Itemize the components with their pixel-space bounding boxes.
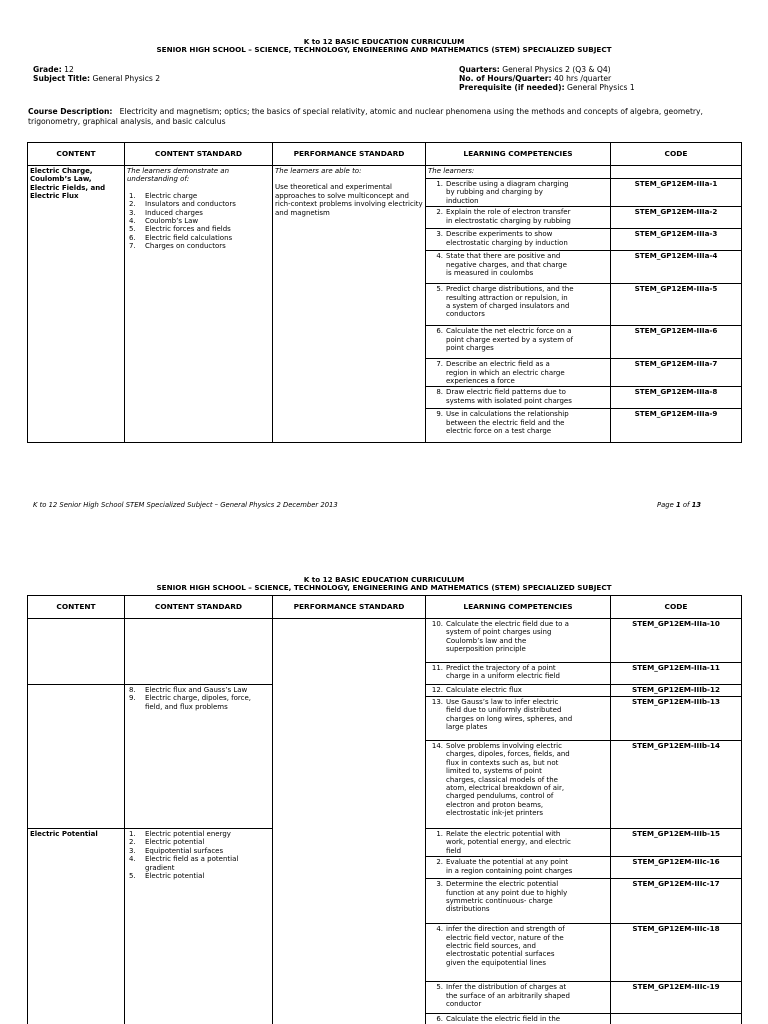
prerequisite-line: Prerequisite (if needed): General Physics 1 <box>459 83 635 92</box>
table-header-row <box>28 596 742 619</box>
content-standard-item <box>127 192 270 200</box>
performance-intro: The learners are able to: <box>275 167 362 175</box>
competency-cell <box>426 685 611 697</box>
code-cell <box>611 1014 742 1024</box>
competency-number: 11. <box>431 664 443 672</box>
curriculum-title-p2: K to 12 BASIC EDUCATION CURRICULUM <box>303 575 465 584</box>
item-text: Electric potential <box>145 872 205 881</box>
content-standard-list <box>127 192 270 251</box>
competency-number: 13. <box>431 698 443 706</box>
col-content-standard: CONTENT STANDARD <box>125 143 273 166</box>
competency-text: infer the direction and strength of electric field vector, nature of the electric field sources, and electrostatic potential surfaces given the equipotential lines <box>446 925 565 967</box>
content-standard-item <box>127 830 270 838</box>
content-cell: Electric Charge, Coulomb’s Law, Electric Fields, and Electric Flux <box>28 166 125 443</box>
competency-cell <box>426 829 611 857</box>
competency-cell <box>426 284 611 326</box>
content-standard-item <box>127 855 270 872</box>
competency-cell <box>426 982 611 1014</box>
code-cell: STEM_GP12EM-IIIc-16 <box>611 857 742 879</box>
code-cell: STEM_GP12EM-IIIa-8 <box>611 387 742 409</box>
code-cell: STEM_GP12EM-IIIa-11 <box>611 663 742 685</box>
item-number: 9. <box>129 694 136 703</box>
performance-text: Use theoretical and experimental approaches to solve multiconcept and rich-context problems involving electricity and magnetism <box>275 183 423 217</box>
performance-standard-cell <box>273 166 426 443</box>
content-cell-empty <box>28 619 125 685</box>
content-standard-item <box>127 234 270 242</box>
competency-number: 8. <box>436 388 443 397</box>
competency-cell <box>426 619 611 663</box>
col-learning-competencies: LEARNING COMPETENCIES <box>426 596 611 619</box>
curriculum-subtitle: SENIOR HIGH SCHOOL – SCIENCE, TECHNOLOGY, ENGINEERING AND MATHEMATICS (STEM) SPECIALIZED SUBJECT <box>156 45 612 54</box>
footer-text: K to 12 Senior High School STEM Specialized Subject – General Physics 2 December 2013 <box>33 501 338 509</box>
content-cell-empty <box>28 685 125 829</box>
competency-number: 10. <box>431 620 443 628</box>
content-standard-item <box>127 209 270 217</box>
content-standard-item <box>127 838 270 846</box>
competency-number: 14. <box>431 742 443 750</box>
col-code: CODE <box>611 596 742 619</box>
competency-text: Use Gauss’s law to infer electric field due to uniformly distributed charges on long wires, spheres, and large plates <box>446 698 573 732</box>
content-standard-cell <box>125 685 273 829</box>
competency-cell <box>426 663 611 685</box>
competency-number: 7. <box>436 360 443 369</box>
competency-number: 4. <box>436 925 443 934</box>
competency-cell <box>426 697 611 741</box>
competency-number: 5. <box>436 285 443 294</box>
item-text: Induced charges <box>145 208 203 217</box>
competency-number: 9. <box>436 410 443 419</box>
code-cell: STEM_GP12EM-IIIc-18 <box>611 924 742 982</box>
item-number: 7. <box>129 242 136 251</box>
item-number: 6. <box>129 233 136 242</box>
competency-number: 6. <box>436 1015 443 1024</box>
code-cell: STEM_GP12EM-IIIa-6 <box>611 326 742 359</box>
code-cell: STEM_GP12EM-IIIc-17 <box>611 879 742 924</box>
code-cell: STEM_GP12EM-IIIa-10 <box>611 619 742 663</box>
competency-text: Calculate the electric field due to a system of point charges using Coulomb’s law and the superposition principle <box>446 620 569 654</box>
learners-intro-cell: The learners: <box>426 166 611 179</box>
code-cell: STEM_GP12EM-IIIb-12 <box>611 685 742 697</box>
performance-standard-cell-empty <box>273 619 426 1024</box>
course-description: Course Description: Electricity and magnetism; optics; the basics of special relativity, atomic and nuclear phenomena using the methods and concepts of algebra, geometry, trigonometry, graphical analysis, and basic calculus <box>28 107 703 126</box>
code-cell: STEM_GP12EM-IIIa-5 <box>611 284 742 326</box>
item-number: 1. <box>129 830 136 838</box>
content-standard-item <box>127 686 270 694</box>
code-cell: STEM_GP12EM-IIIc-19 <box>611 982 742 1014</box>
item-number: 4. <box>129 855 136 864</box>
competency-text: Describe an electric field as a region in which an electric charge experiences a force <box>446 360 565 386</box>
content-standard-item <box>127 242 270 250</box>
competency-number: 3. <box>436 230 443 239</box>
competency-cell <box>426 229 611 251</box>
competency-text: Evaluate the potential at any point in a region containing point charges <box>446 858 573 875</box>
content-standard-item <box>127 200 270 208</box>
item-number: 3. <box>129 846 136 855</box>
item-text: Insulators and conductors <box>145 200 236 209</box>
competency-cell <box>426 207 611 229</box>
code-cell: STEM_GP12EM-IIIb-14 <box>611 741 742 829</box>
competency-number: 12. <box>431 686 443 694</box>
item-number: 2. <box>129 200 136 209</box>
quarters-line: Quarters: General Physics 2 (Q3 & Q4) <box>459 65 611 74</box>
competency-text: Predict charge distributions, and the resulting attraction or repulsion, in a system of charged insulators and conductors <box>446 285 574 319</box>
page-number: Page 1 of 13 <box>657 501 702 509</box>
code-cell: STEM_GP12EM-IIIa-9 <box>611 409 742 443</box>
competency-text: Relate the electric potential with work, potential energy, and electric field <box>446 830 571 855</box>
col-performance-standard: PERFORMANCE STANDARD <box>273 596 426 619</box>
content-standard-item <box>127 847 270 855</box>
competency-cell <box>426 1014 611 1024</box>
item-number: 5. <box>129 872 136 881</box>
col-content: CONTENT <box>28 143 125 166</box>
competency-cell <box>426 179 611 207</box>
item-text: Electric field as a potential gradient <box>145 855 239 872</box>
item-text: Electric field calculations <box>145 233 233 242</box>
competency-number: 1. <box>436 830 443 838</box>
col-content: CONTENT <box>28 596 125 619</box>
code-cell-empty <box>611 166 742 179</box>
competency-number: 2. <box>436 858 443 867</box>
competency-text: Calculate electric flux <box>446 686 522 694</box>
competency-text: State that there are positive and negative charges, and that charge is measured in coulombs <box>446 252 567 278</box>
competency-cell <box>426 387 611 409</box>
curriculum-subtitle-p2: SENIOR HIGH SCHOOL – SCIENCE, TECHNOLOGY, ENGINEERING AND MATHEMATICS (STEM) SPECIALIZED SUBJECT <box>156 583 612 592</box>
content-standard-item <box>127 225 270 233</box>
competency-cell <box>426 924 611 982</box>
item-number: 8. <box>129 686 136 694</box>
competency-text: Determine the electric potential function at any point due to highly symmetric continuous- charge distributions <box>446 880 568 914</box>
content-standard-item <box>127 694 270 711</box>
competency-number: 5. <box>436 983 443 992</box>
table-row <box>28 166 742 179</box>
item-text: Electric flux and Gauss’s Law <box>145 686 248 694</box>
item-number: 1. <box>129 191 136 200</box>
competency-number: 2. <box>436 208 443 217</box>
item-number: 4. <box>129 217 136 226</box>
content-standard-intro: The learners demonstrate an understanding of: <box>127 167 230 184</box>
code-cell: STEM_GP12EM-IIIa-4 <box>611 251 742 284</box>
col-content-standard: CONTENT STANDARD <box>125 596 273 619</box>
code-cell: STEM_GP12EM-IIIb-15 <box>611 829 742 857</box>
competency-text: Use in calculations the relationship between the electric field and the electric force on a test charge <box>446 410 569 436</box>
item-text: Electric potential <box>145 838 205 847</box>
curriculum-table-page1 <box>27 142 742 443</box>
competency-text: Solve problems involving electric charges, dipoles, forces, fields, and flux in contexts such as, but not limited to, systems of point charges, classical models of the atom, electrical breakdown of air, charged pendulums, control of electron and proton beams, electrostatic ink-jet printers <box>446 742 570 818</box>
competency-cell <box>426 857 611 879</box>
curriculum-table-page2 <box>27 595 742 1024</box>
item-text: Electric charge, dipoles, force, field, and flux problems <box>145 694 252 711</box>
competency-number: 1. <box>436 180 443 188</box>
content-standard-cell-empty <box>125 619 273 685</box>
content-standard-cell <box>125 166 273 443</box>
col-performance-standard: PERFORMANCE STANDARD <box>273 143 426 166</box>
competency-cell <box>426 741 611 829</box>
page-2 <box>0 520 768 1024</box>
content-standard-list <box>127 686 270 711</box>
competency-text: Explain the role of electron transfer in electrostatic charging by rubbing <box>446 208 571 225</box>
content-standard-item <box>127 872 270 880</box>
competency-number: 3. <box>436 880 443 889</box>
item-text: Coulomb’s Law <box>145 217 199 226</box>
competency-cell <box>426 879 611 924</box>
item-text: Electric potential energy <box>145 830 231 838</box>
competency-text: Calculate the net electric force on a point charge exerted by a system of point charges <box>446 327 574 353</box>
content-standard-item <box>127 217 270 225</box>
content-standard-list <box>127 830 270 880</box>
item-text: Electric charge <box>145 191 198 200</box>
competency-number: 4. <box>436 252 443 261</box>
table-header-row <box>28 143 742 166</box>
item-number: 2. <box>129 838 136 847</box>
item-text: Equipotential surfaces <box>145 846 224 855</box>
competency-text: Calculate the electric field in the <box>446 1015 561 1024</box>
col-code: CODE <box>611 143 742 166</box>
subject-line: Subject Title: General Physics 2 <box>33 74 161 83</box>
content-cell: Electric Potential <box>28 829 125 1024</box>
item-number: 5. <box>129 225 136 234</box>
competency-number: 6. <box>436 327 443 336</box>
col-learning-competencies: LEARNING COMPETENCIES <box>426 143 611 166</box>
curriculum-title: K to 12 BASIC EDUCATION CURRICULUM <box>303 37 465 46</box>
code-cell: STEM_GP12EM-IIIa-3 <box>611 229 742 251</box>
code-cell: STEM_GP12EM-IIIa-1 <box>611 179 742 207</box>
competency-text: Infer the distribution of charges at the surface of an arbitrarily shaped conductor <box>446 983 570 1009</box>
code-cell: STEM_GP12EM-IIIa-7 <box>611 359 742 387</box>
competency-text: Describe experiments to show electrostatic charging by induction <box>446 230 568 247</box>
code-cell: STEM_GP12EM-IIIa-2 <box>611 207 742 229</box>
item-text: Charges on conductors <box>145 242 226 251</box>
competency-cell <box>426 359 611 387</box>
competency-text: Describe using a diagram charging by rubbing and charging by induction <box>446 180 569 205</box>
code-cell: STEM_GP12EM-IIIb-13 <box>611 697 742 741</box>
competency-text: Predict the trajectory of a point charge in a uniform electric field <box>446 664 560 681</box>
competency-cell <box>426 409 611 443</box>
hours-line: No. of Hours/Quarter: 40 hrs /quarter <box>459 74 612 83</box>
item-text: Electric forces and fields <box>145 225 231 234</box>
competency-cell <box>426 251 611 284</box>
item-number: 3. <box>129 208 136 217</box>
competency-cell <box>426 326 611 359</box>
table-row <box>28 619 742 663</box>
competency-text: Draw electric field patterns due to systems with isolated point charges <box>446 388 572 405</box>
content-standard-cell <box>125 829 273 1024</box>
grade-line: Grade: 12 <box>33 65 74 74</box>
